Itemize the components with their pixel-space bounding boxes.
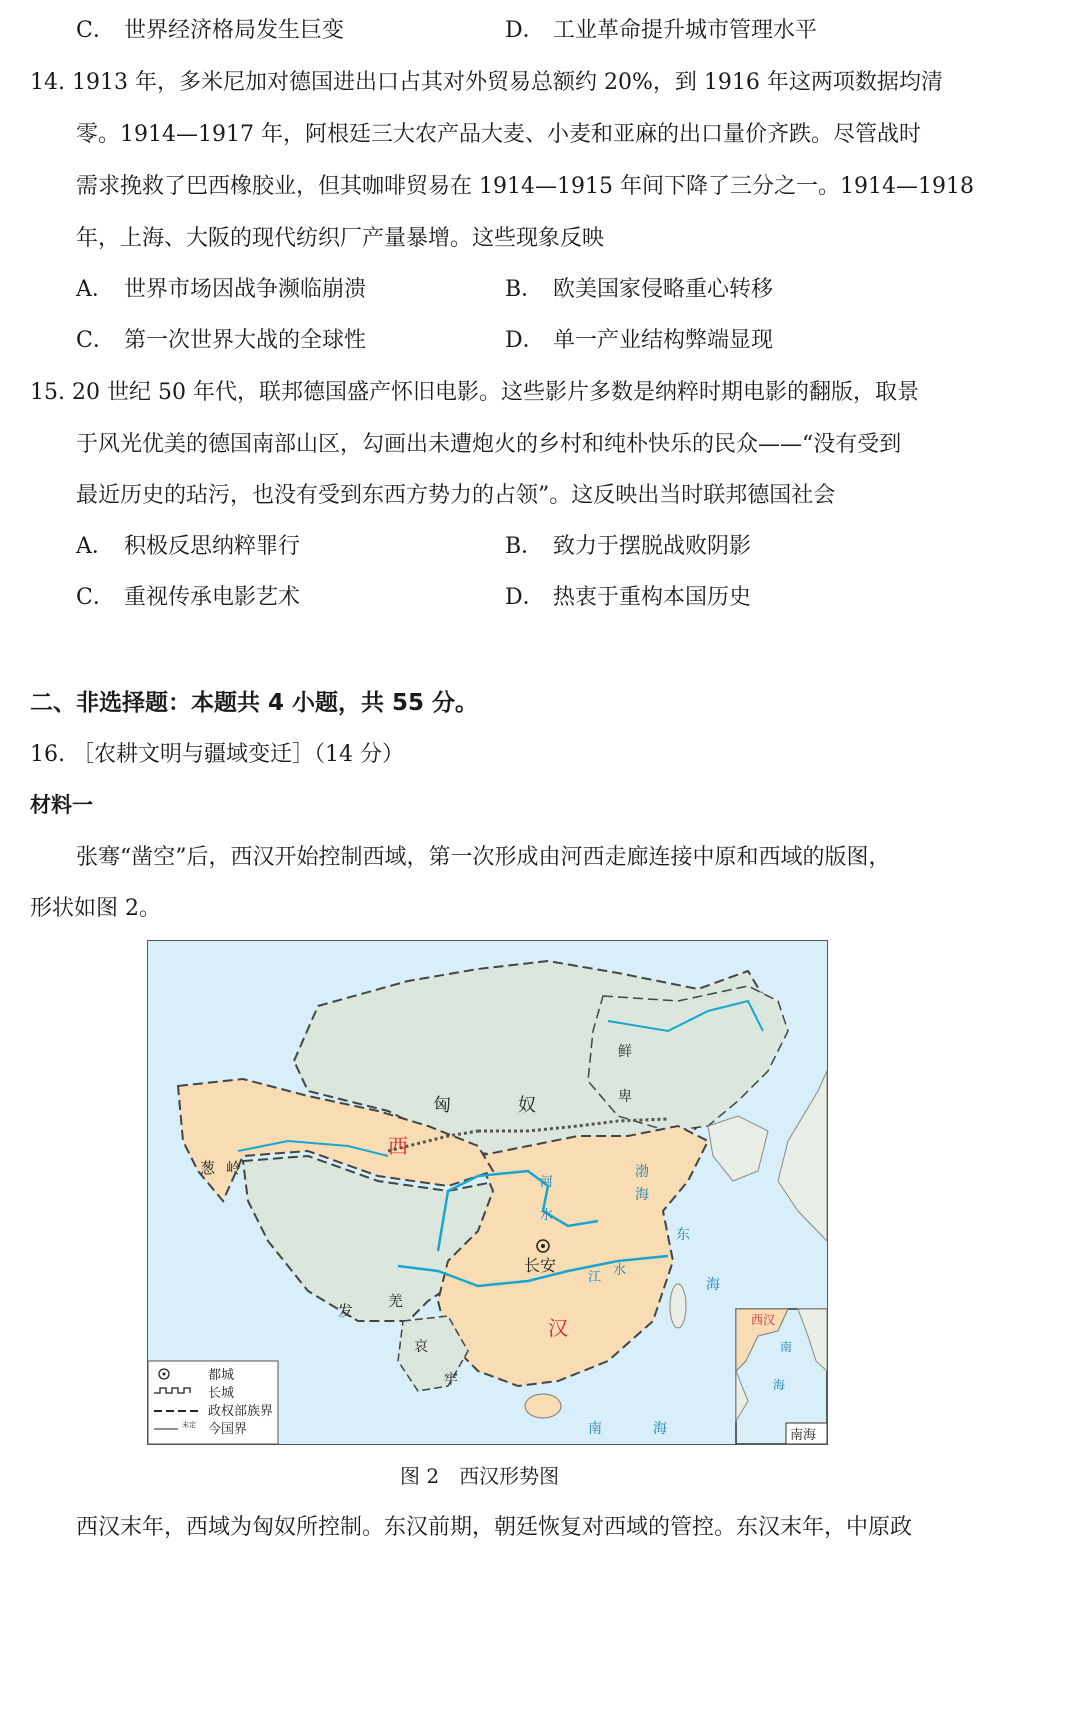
q14-line-1: 14. 1913 年，多米尼加对德国进出口占其对外贸易总额约 20%，到 1916 年这两项数据均清 bbox=[30, 70, 943, 95]
q15-option-a bbox=[76, 532, 300, 562]
label-shui-2: 水 bbox=[613, 1263, 627, 1278]
q14-option-a bbox=[76, 275, 366, 305]
map-legend bbox=[148, 1361, 278, 1444]
legend-capital: 都城 bbox=[208, 1368, 235, 1383]
option-text: 重视传承电影艺术 bbox=[124, 585, 301, 610]
option-letter: D． bbox=[505, 18, 545, 43]
option-letter: B． bbox=[505, 534, 544, 559]
western-han-map bbox=[148, 941, 827, 1444]
label-jiang: 江 bbox=[588, 1270, 602, 1285]
q13-option-c bbox=[76, 16, 344, 46]
material-label: 材料一 bbox=[30, 793, 93, 817]
label-congling-1: 葱 bbox=[200, 1159, 216, 1177]
q16-title: 16. ［农耕文明与疆域变迁］（14 分） bbox=[30, 742, 404, 767]
q14-option-d bbox=[505, 326, 773, 356]
label-hai-2: 海 bbox=[706, 1277, 720, 1293]
q14-option-b bbox=[505, 275, 773, 305]
label-han: 汉 bbox=[548, 1316, 568, 1340]
option-text: 欧美国家侵略重心转移 bbox=[553, 277, 774, 302]
japan-land bbox=[778, 1071, 827, 1241]
label-changan: 长安 bbox=[524, 1256, 557, 1275]
section-heading: 二、非选择题：本题共 4 小题，共 55 分。 bbox=[30, 690, 479, 716]
option-letter: D． bbox=[505, 328, 545, 353]
label-qiang: 羌 bbox=[388, 1292, 404, 1310]
label-lao: 牢 bbox=[444, 1372, 458, 1388]
q15-line-3: 最近历史的玷污，也没有受到东西方势力的占领”。这反映出当时联邦德国社会 bbox=[76, 483, 836, 508]
option-letter: C． bbox=[76, 585, 115, 610]
label-he: 河 bbox=[540, 1175, 554, 1190]
taiwan-island bbox=[670, 1284, 686, 1328]
label-xiongnu-2: 奴 bbox=[518, 1095, 536, 1116]
label-xi: 西 bbox=[388, 1134, 408, 1158]
option-text: 工业革命提升城市管理水平 bbox=[553, 18, 818, 43]
option-letter: C． bbox=[76, 328, 115, 353]
figure-caption: 图 2 西汉形势图 bbox=[400, 1464, 560, 1488]
option-text: 单一产业结构弊端显现 bbox=[553, 328, 774, 353]
legend-boundary: 政权部族界 bbox=[208, 1404, 274, 1419]
option-text: 世界市场因战争濒临崩溃 bbox=[124, 277, 367, 302]
material-line-1: 张骞“凿空”后，西汉开始控制西域，第一次形成由河西走廊连接中原和西域的版图， bbox=[76, 845, 891, 870]
south-sea-inset bbox=[736, 1309, 827, 1444]
label-xiongnu-1: 匈 bbox=[433, 1095, 451, 1116]
q15-option-b bbox=[505, 532, 751, 562]
label-bo: 渤 bbox=[635, 1164, 649, 1180]
label-xianbei-1: 鲜 bbox=[618, 1044, 632, 1060]
label-fa: 发 bbox=[338, 1302, 354, 1320]
label-dong: 东 bbox=[676, 1227, 690, 1243]
legend-border-mark: 未定 bbox=[182, 1421, 196, 1429]
korea-land bbox=[708, 1116, 768, 1181]
label-xianbei-2: 卑 bbox=[618, 1089, 632, 1105]
legend-border: 今国界 bbox=[208, 1422, 248, 1437]
bottom-line: 西汉末年，西域为匈奴所控制。东汉前期，朝廷恢复对西域的管控。东汉末年，中原政 bbox=[76, 1515, 913, 1540]
inset-label-hai: 海 bbox=[773, 1378, 786, 1392]
q15-line-2: 于风光优美的德国南部山区，勾画出未遭炮火的乡村和纯朴快乐的民众——“没有受到 bbox=[76, 432, 902, 457]
option-letter: D． bbox=[505, 585, 545, 610]
inset-label-xihan: 西汉 bbox=[751, 1313, 776, 1327]
hainan-island bbox=[525, 1394, 561, 1418]
q15-option-c bbox=[76, 583, 300, 613]
option-text: 致力于摆脱战败阴影 bbox=[553, 534, 752, 559]
option-letter: B． bbox=[505, 277, 544, 302]
label-hai-3: 海 bbox=[653, 1421, 667, 1437]
label-nan: 南 bbox=[588, 1421, 602, 1437]
inset-label-nanhai: 南海 bbox=[790, 1428, 817, 1443]
q14-line-4: 年，上海、大阪的现代纺织厂产量暴增。这些现象反映 bbox=[76, 226, 605, 251]
map-figure bbox=[147, 940, 828, 1445]
option-text: 第一次世界大战的全球性 bbox=[124, 328, 367, 353]
label-shui-1: 水 bbox=[540, 1208, 554, 1223]
label-hai-1: 海 bbox=[635, 1187, 649, 1203]
option-letter: A． bbox=[76, 534, 114, 559]
q13-option-d bbox=[505, 16, 817, 46]
label-congling-2: 岭 bbox=[226, 1159, 242, 1177]
q15-option-d bbox=[505, 583, 751, 613]
label-ai: 哀 bbox=[414, 1339, 428, 1355]
option-text: 世界经济格局发生巨变 bbox=[124, 18, 345, 43]
material-line-2: 形状如图 2。 bbox=[30, 896, 161, 921]
q15-line-1: 15. 20 世纪 50 年代，联邦德国盛产怀旧电影。这些影片多数是纳粹时期电影的翻版，取景 bbox=[30, 380, 919, 405]
option-text: 热衷于重构本国历史 bbox=[553, 585, 752, 610]
q14-line-2: 零。1914—1917 年，阿根廷三大农产品大麦、小麦和亚麻的出口量价齐跌。尽管战时 bbox=[76, 122, 921, 147]
option-text: 积极反思纳粹罪行 bbox=[124, 534, 301, 559]
option-letter: C． bbox=[76, 18, 115, 43]
option-letter: A． bbox=[76, 277, 114, 302]
q14-option-c bbox=[76, 326, 366, 356]
legend-wall: 长城 bbox=[208, 1386, 235, 1401]
inset-label-nan: 南 bbox=[780, 1340, 793, 1354]
q14-line-3: 需求挽救了巴西橡胶业，但其咖啡贸易在 1914—1915 年间下降了三分之一。1914—1918 bbox=[76, 174, 974, 199]
